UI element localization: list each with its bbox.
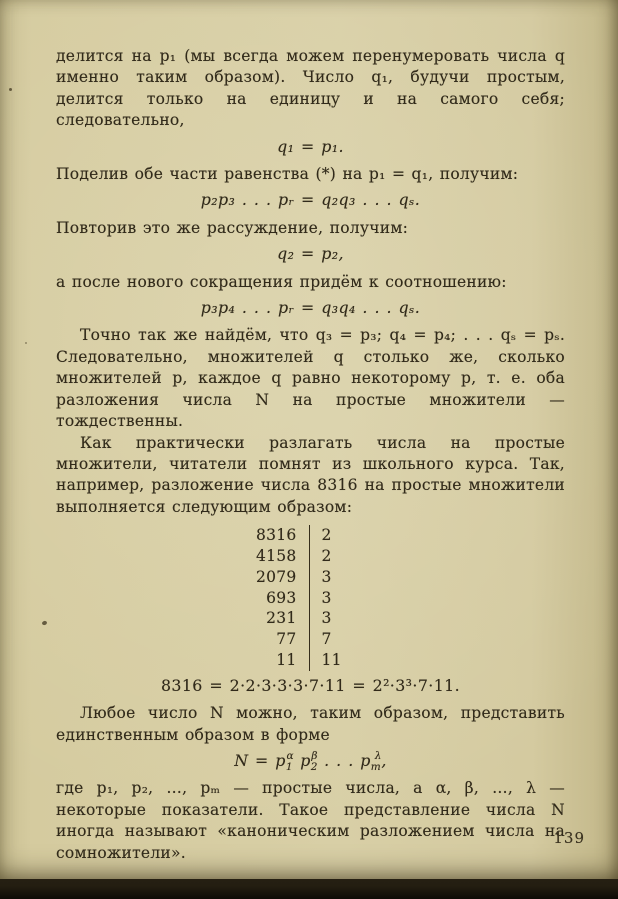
superscript: α	[286, 749, 294, 762]
paragraph-divide-equality: Поделив обе части равенства (*) на p₁ = q₁, получим:	[56, 165, 519, 184]
subscript: 2	[310, 761, 318, 774]
divisor: 3	[309, 567, 369, 588]
divisor: 3	[309, 588, 369, 609]
formula-part: ,	[381, 750, 387, 770]
paragraph-continuation: делится на p₁ (мы всегда можем перенумеровать числа q именно таким образом). Число q₁, будучи простым, делится только на единицу и на самого себя; следовательно,	[56, 47, 565, 130]
paragraph-likewise: Точно так же найдём, что q₃ = p₃; q₄ = p₄; . . . qₛ = pₛ. Следовательно, множителей q столько же, сколько множителей p, каждое q равно некоторому p, т. е. оба разложения числа N на простые множители — тождественны.	[56, 326, 565, 431]
divisor: 11	[309, 650, 369, 671]
table-row	[237, 567, 385, 588]
paragraph-after-reduction: а после нового сокращения придём к соотношению:	[56, 272, 507, 291]
formula-p2-product: p₂p₃ . . . pᵣ = q₂q₃ . . . qₛ.	[200, 190, 421, 210]
ink-speck	[25, 342, 27, 344]
dividend: 8316	[256, 526, 297, 545]
table-row	[237, 650, 385, 671]
formula-8316-factorization: 8316 = 2·2·3·3·3·7·11 = 2²·3³·7·11.	[160, 675, 461, 695]
book-edge-shadow	[0, 879, 618, 899]
divisor: 7	[309, 629, 369, 650]
formula-p3-product: p₃p₄ . . . pᵣ = q₃q₄ . . . qₛ.	[200, 298, 421, 318]
table-row	[237, 546, 385, 567]
table-row	[237, 629, 385, 650]
factorization-table	[237, 525, 385, 671]
divisor: 2	[309, 525, 369, 546]
table-row	[237, 525, 385, 546]
page-text-block	[56, 46, 565, 864]
dividend: 231	[266, 609, 297, 628]
formula-q1-equals-p1: q₁ = p₁.	[277, 136, 344, 156]
ink-speck	[41, 620, 47, 625]
superscript: β	[311, 749, 318, 762]
divisor: 3	[309, 608, 369, 629]
formula-q2-equals-p2: q₂ = p₂,	[277, 244, 344, 264]
formula-part: N = p	[234, 750, 286, 770]
formula-part: . . .	[317, 750, 361, 770]
paragraph-repeat-reasoning: Повторив это же рассуждение, получим:	[56, 218, 409, 237]
superscript: λ	[374, 749, 382, 762]
page-number: 139	[553, 829, 585, 847]
formula-canonical-decomposition	[56, 749, 565, 774]
subscript: 1	[285, 761, 293, 774]
formula-part: p	[293, 750, 311, 770]
paragraph-any-number: Любое число N можно, таким образом, представить единственным образом в форме	[56, 704, 565, 744]
table-row	[237, 608, 385, 629]
dividend: 4158	[256, 546, 297, 565]
formula-part: p	[360, 750, 371, 770]
subscript: m	[370, 761, 381, 774]
table-row	[237, 588, 385, 609]
dividend: 77	[276, 630, 297, 649]
paragraph-practical-factorization: Как практически разлагать числа на простые множители, читатели помнят из школьного курса. Так, например, разложение числа 8316 на простые множители выполняется следующим образом:	[56, 433, 565, 516]
divisor: 2	[309, 546, 369, 567]
dividend: 2079	[256, 567, 297, 586]
dividend: 11	[276, 650, 297, 669]
dividend: 693	[266, 588, 297, 607]
ink-speck	[9, 88, 12, 91]
paragraph-where-exponents: где p₁, p₂, …, pₘ — простые числа, а α, β, …, λ — некоторые показатели. Такое представление числа N иногда называют «каноническим разложением числа на сомножители».	[56, 779, 565, 862]
